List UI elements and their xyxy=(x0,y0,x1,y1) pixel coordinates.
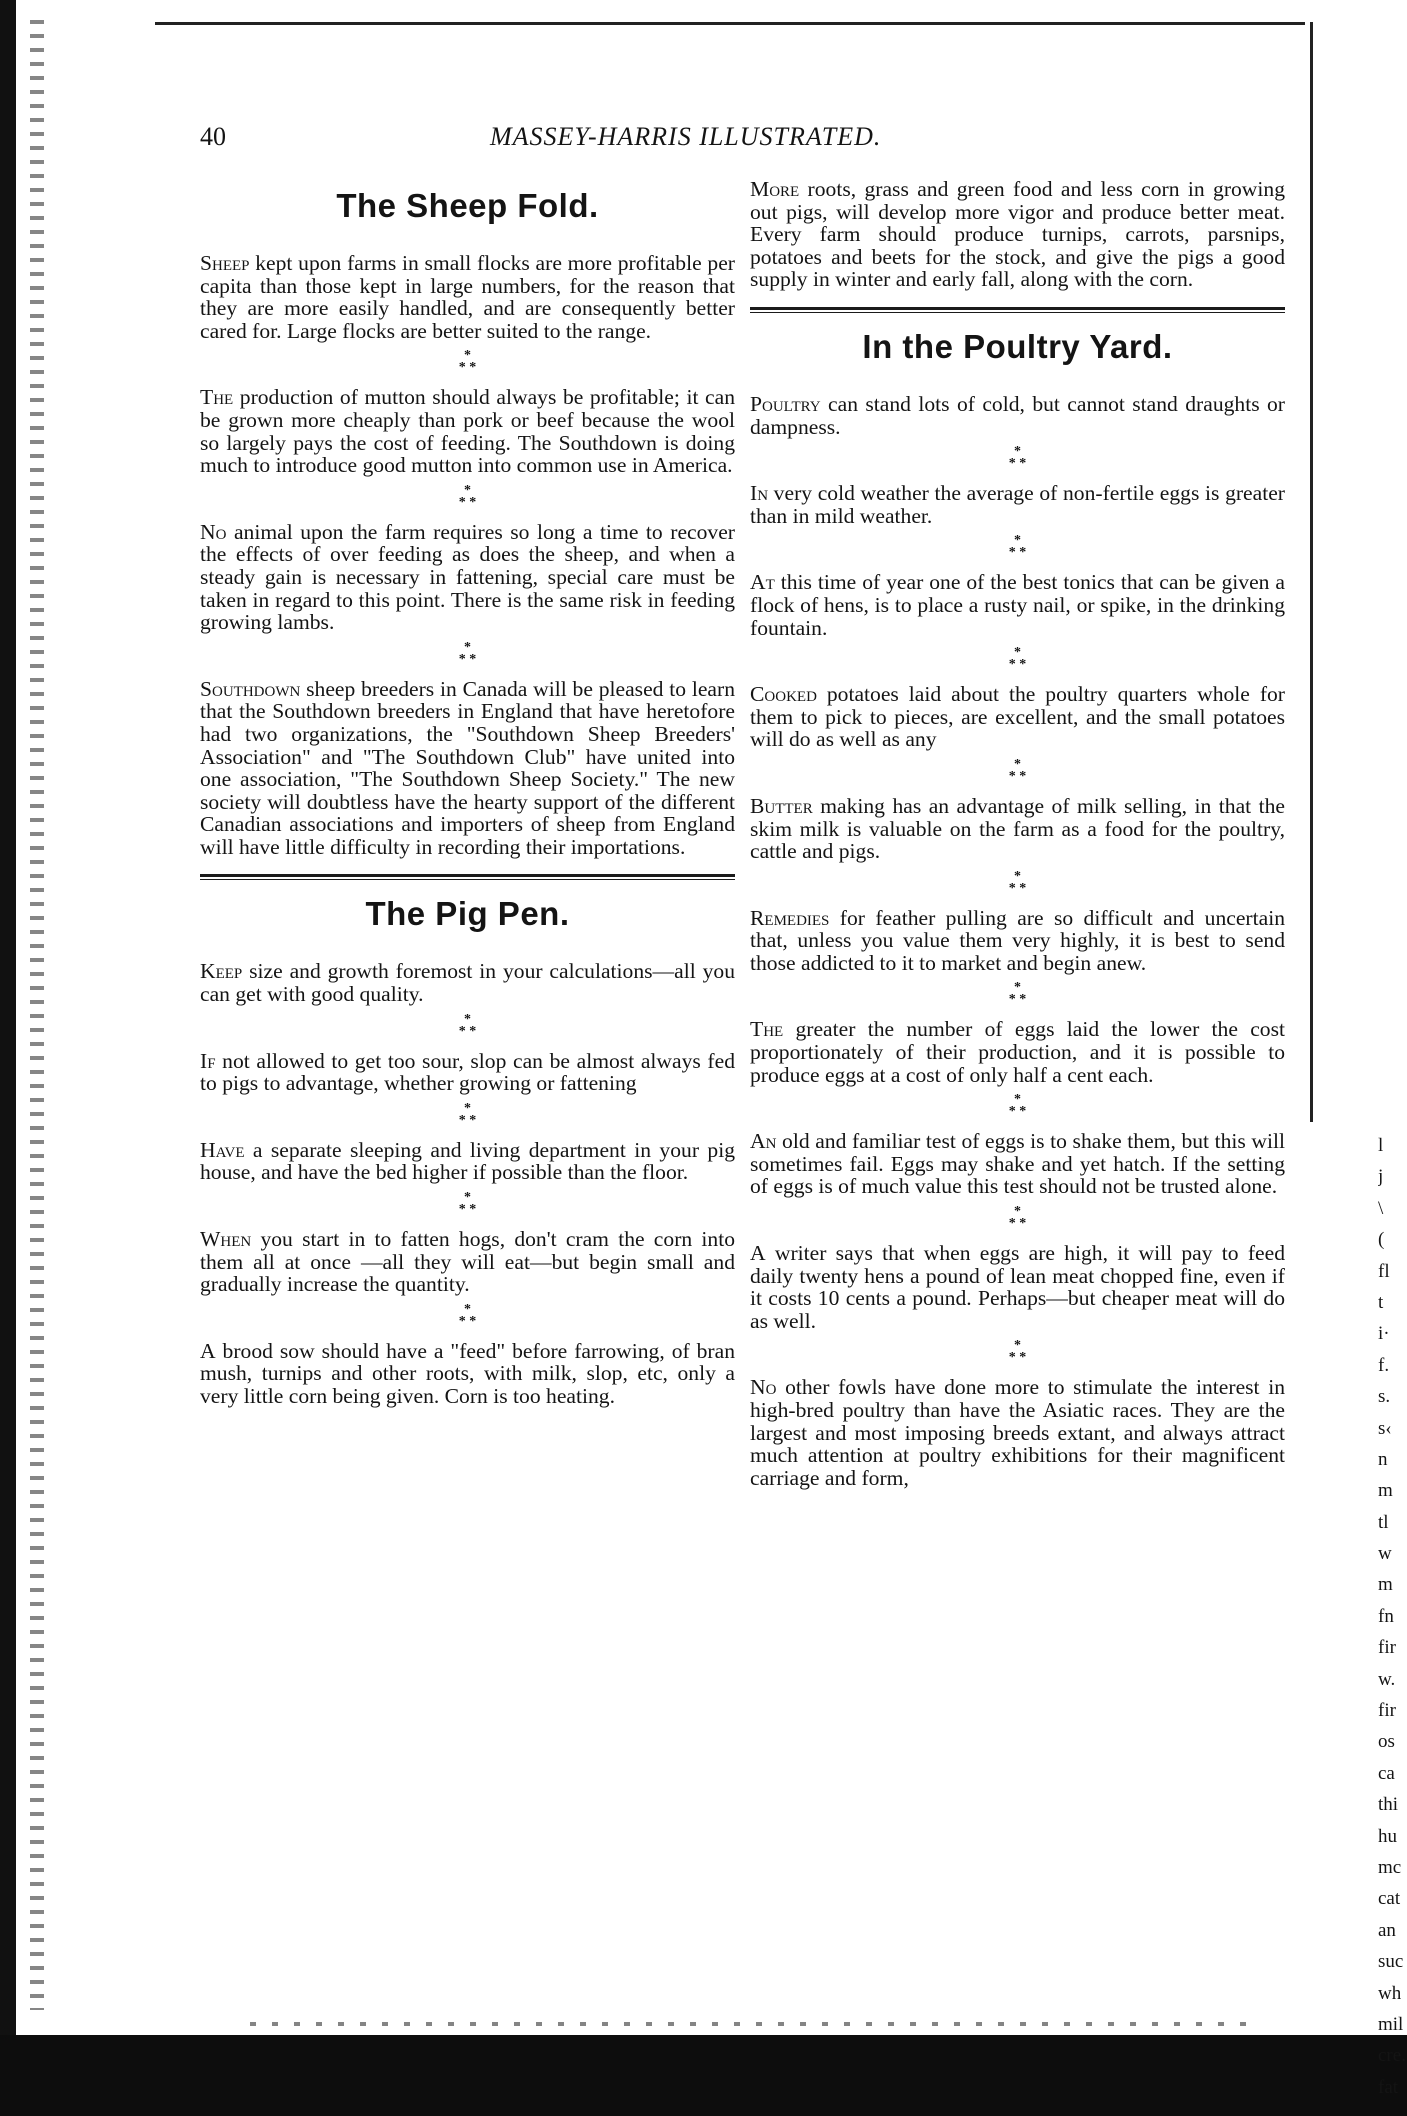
fragment-text: t xyxy=(1378,1291,1384,1313)
lead-word: If xyxy=(200,1048,216,1073)
article-paragraph xyxy=(750,795,1285,863)
asterism-divider: * * * xyxy=(1008,645,1027,673)
page-header xyxy=(200,122,1100,158)
paragraph-text: kept upon farms in small flocks are more profitable per capita than those kept in large numbers, for the reason that they are more easily handled, and are consequently better cared for. Large flocks are better suited to the range. xyxy=(200,251,735,343)
paragraph-text: a separate sleeping and living department in your pig house, and have the bed higher if possible than the floor. xyxy=(200,1137,735,1185)
asterism-divider: * * * xyxy=(1008,1092,1027,1120)
left-column xyxy=(200,178,735,1408)
lead-word: Keep xyxy=(200,959,243,984)
asterism-divider: * * * xyxy=(458,482,477,510)
article-paragraph xyxy=(200,252,735,342)
asterism-divider: * * * xyxy=(1008,1204,1027,1232)
fragment-text: fn xyxy=(1378,1605,1394,1627)
right-column xyxy=(750,178,1285,1489)
fragment-text: fir xyxy=(1378,1637,1396,1659)
asterism-divider: * * * xyxy=(1008,1338,1027,1366)
right-border-rule xyxy=(1310,22,1313,1122)
lead-word: When xyxy=(200,1227,252,1252)
asterism-divider: * * * xyxy=(458,1011,477,1039)
fragment-text: f. xyxy=(1378,1354,1390,1376)
fragment-text: n xyxy=(1378,1448,1388,1470)
section-title-pig-pen: The Pig Pen. xyxy=(365,895,570,933)
article-paragraph xyxy=(750,1242,1285,1332)
fragment-text: \ xyxy=(1378,1197,1384,1219)
fragment-text: fl xyxy=(1378,1260,1390,1282)
fragment-text: w. xyxy=(1378,1668,1396,1690)
top-border-rule xyxy=(155,22,1305,25)
paragraph-text: making has an advantage of milk selling, in that the skim milk is valuable on the farm as a food for the poultry, cattle and pigs. xyxy=(750,793,1285,864)
lead-word: Poultry xyxy=(750,391,821,416)
article-paragraph xyxy=(750,1376,1285,1489)
article-paragraph xyxy=(750,178,1285,291)
article-paragraph xyxy=(200,1139,735,1184)
paragraph-text: this time of year one of the best tonics that can be given a flock of hens, is to place a rusty nail, or spike, in the drinking fountain. xyxy=(750,570,1285,640)
fragment-text: j xyxy=(1378,1166,1384,1188)
fragment-text: thi xyxy=(1378,1794,1399,1816)
article-paragraph xyxy=(750,1018,1285,1086)
fragment-text: m xyxy=(1378,1574,1393,1596)
lead-word: Cooked xyxy=(750,682,817,707)
article-paragraph xyxy=(200,1228,735,1296)
asterism-divider: * * * xyxy=(458,1301,477,1329)
asterism-divider: * * * xyxy=(458,348,477,376)
bottom-dark-band xyxy=(0,2035,1407,2116)
asterism-divider: * * * xyxy=(458,639,477,667)
binding-edge-specks xyxy=(30,20,44,2010)
paragraph-text: greater the number of eggs laid the lower the cost proportionately of their production, and it is possible to produce eggs at a cost of only half a cent each. xyxy=(750,1017,1285,1087)
asterism-divider: * * * xyxy=(1008,533,1027,561)
lead-word: At xyxy=(750,570,775,595)
article-paragraph xyxy=(750,1130,1285,1198)
article-paragraph xyxy=(750,571,1285,639)
binding-edge xyxy=(0,0,16,2116)
paragraph-text: brood sow should have a "feed" before farrowing, of bran mush, turnips and other roots, with milk, slop, etc, only a very little corn being given. Corn is too heating. xyxy=(200,1338,735,1408)
fragment-text: an xyxy=(1378,1919,1396,1941)
lead-word: Have xyxy=(200,1137,245,1162)
section-title-sheep-fold: The Sheep Fold. xyxy=(336,187,599,224)
lead-word: More xyxy=(750,177,800,201)
article-paragraph xyxy=(200,1050,735,1095)
asterism-divider: * * * xyxy=(1008,444,1027,472)
section-divider-rule xyxy=(200,874,735,880)
paragraph-text: writer says that when eggs are high, it will pay to feed daily twenty hens a pound of lean meat chopped fine, even if it costs 10 cents a pound. Perhaps—but cheaper meat will do as well. xyxy=(750,1241,1285,1333)
lead-word: No xyxy=(200,519,227,544)
lead-word: A xyxy=(200,1338,216,1363)
article-paragraph xyxy=(200,521,735,634)
paragraph-text: not allowed to get too sour, slop can be almost always fed to pigs to advantage, whether growing or fattening xyxy=(200,1048,735,1096)
asterism-divider: * * * xyxy=(458,1190,477,1218)
article-paragraph xyxy=(750,482,1285,527)
bottom-border-specks xyxy=(250,2022,1250,2026)
fragment-text: s. xyxy=(1378,1386,1391,1408)
fragment-text: s‹ xyxy=(1378,1417,1392,1439)
section-title-poultry-yard: In the Poultry Yard. xyxy=(862,327,1173,365)
paragraph-text: potatoes laid about the poultry quarters whole for them to pick to pieces, are excellent, and the small potatoes will do as well as any xyxy=(750,682,1285,752)
lead-word: The xyxy=(750,1017,784,1042)
page-number: 40 xyxy=(200,122,226,151)
fragment-text: hu xyxy=(1378,1825,1397,1847)
paragraph-text: can stand lots of cold, but cannot stand draughts or dampness. xyxy=(750,391,1285,439)
fragment-text: wh xyxy=(1378,1982,1402,2004)
asterism-divider: * * * xyxy=(458,1100,477,1128)
fragment-text: os xyxy=(1378,1731,1395,1753)
asterism-divider: * * * xyxy=(1008,756,1027,784)
article-paragraph xyxy=(200,386,735,476)
fragment-text: m xyxy=(1378,1480,1393,1502)
article-paragraph xyxy=(200,1340,735,1408)
facing-page-fragments xyxy=(1378,1130,1407,2103)
lead-word: In xyxy=(750,481,769,506)
lead-word: Remedies xyxy=(750,905,830,930)
fragment-text: ( xyxy=(1378,1229,1385,1251)
fragment-text: l xyxy=(1378,1135,1384,1156)
paragraph-text: roots, grass and green food and less corn in growing out pigs, will develop more vigor and produce better meat. Every farm should produce turnips, carrots, parsnips, potatoes and beets for the stock, and give the pigs a good supply in winter and early fall, along with the corn. xyxy=(750,177,1285,292)
paragraph-text: for feather pulling are so difficult and uncertain that, unless you value them very highly, it is best to send those addicted to it to market and begin anew. xyxy=(750,905,1285,975)
article-paragraph xyxy=(750,683,1285,751)
fragment-text: fat xyxy=(1378,2076,1399,2098)
asterism-divider: * * * xyxy=(1008,868,1027,896)
paragraph-text: old and familiar test of eggs is to shake them, but this will sometimes fail. Eggs may shake and yet hatch. If the setting of eggs is of much value this test should not be trusted alone. xyxy=(750,1129,1285,1199)
lead-word: Butter xyxy=(750,793,813,818)
running-title: MASSEY-HARRIS ILLUSTRATED. xyxy=(490,122,882,151)
fragment-text: cat xyxy=(1378,1888,1401,1910)
lead-word: The xyxy=(200,385,234,410)
paragraph-text: very cold weather the average of non-fertile eggs is greater than in mild weather. xyxy=(750,481,1285,528)
fragment-text: mil xyxy=(1378,2013,1404,2035)
paragraph-text: other fowls have done more to stimulate the interest in high-bred poultry than have the Asiatic races. They are the largest and most imposing breeds extant, and always attract much attention at poultry exhibitions for their magnificent carriage and form, xyxy=(750,1375,1285,1490)
fragment-text: cre. xyxy=(1378,2045,1406,2067)
article-paragraph xyxy=(200,960,735,1005)
lead-word: Southdown xyxy=(200,676,301,701)
fragment-text: fir xyxy=(1378,1700,1396,1722)
fragment-text: suc xyxy=(1378,1951,1404,1973)
lead-word: A xyxy=(750,1241,766,1266)
paragraph-text: you start in to fatten hogs, don't cram the corn into them all at once —all they will eat—but begin small and gradually increase the quantity. xyxy=(200,1227,735,1297)
lead-word: No xyxy=(750,1375,777,1400)
fragment-text: tl xyxy=(1378,1511,1389,1533)
article-paragraph xyxy=(750,393,1285,438)
fragment-text: mc xyxy=(1378,1856,1402,1878)
paragraph-text: sheep breeders in Canada will be pleased to learn that the Southdown breeders in England that have heretofore had two organizations, the "Southdown Sheep Breeders' Association" and "The Southdown Club" have united into one association, "The Southdown Sheep Society." The new society will doubtless have the hearty support of the different Canadian associations and importers of sheep from England will have little difficulty in recording their importations. xyxy=(200,676,735,859)
fragment-text: i· xyxy=(1378,1323,1390,1345)
asterism-divider: * * * xyxy=(1008,980,1027,1008)
fragment-text: ca xyxy=(1378,1762,1395,1784)
lead-word: An xyxy=(750,1129,777,1154)
article-paragraph xyxy=(750,907,1285,975)
section-divider-rule xyxy=(750,307,1285,313)
fragment-text: w xyxy=(1378,1543,1392,1565)
paragraph-text: size and growth foremost in your calculations—all you can get with good quality. xyxy=(200,959,735,1007)
paragraph-text: production of mutton should always be profitable; it can be grown more cheaply than pork or beef because the wool so largely pays the cost of feeding. The Southdown is doing much to introduce good mutton into common use in America. xyxy=(200,385,735,478)
lead-word: Sheep xyxy=(200,251,250,275)
article-paragraph xyxy=(200,678,735,859)
paragraph-text: animal upon the farm requires so long a time to recover the effects of over feeding as does the sheep, and when a steady gain is necessary in fattening, special care must be taken in regard to this point. There is the same risk in feeding growing lambs. xyxy=(200,519,735,635)
